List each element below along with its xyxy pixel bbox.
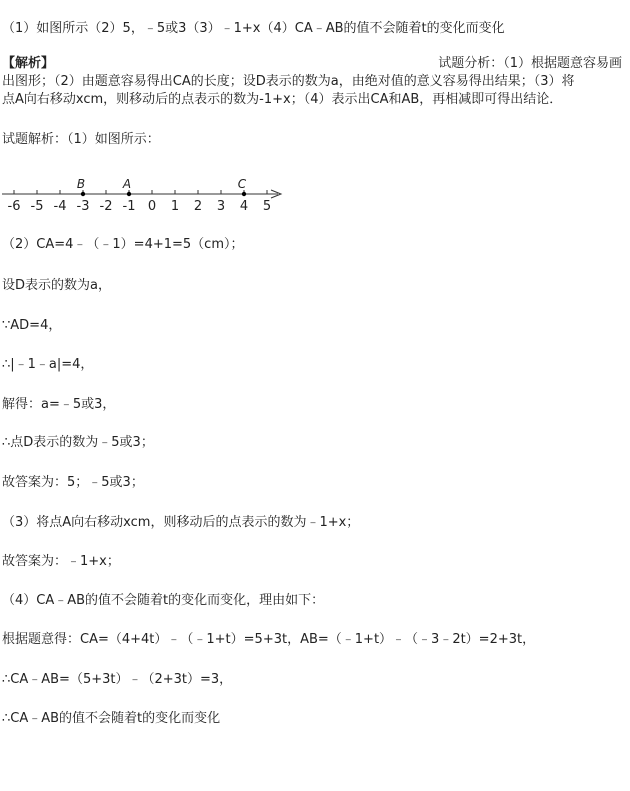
number-line-point-label: C [237, 177, 247, 191]
number-line-tick-label: 2 [193, 199, 203, 214]
abs-value-line: ∴|﹣1﹣a|=4， [2, 357, 94, 372]
answer-line: （1）如图所示（2）5，﹣5或3（3）﹣1+x（4）CA﹣AB的值不会随着t的变化而变化 [2, 21, 505, 36]
part4-line: （4）CA﹣AB的值不会随着t的变化而变化，理由如下： [2, 593, 325, 608]
number-line-point-label: B [76, 177, 86, 191]
number-line-tick-label: -5 [30, 199, 44, 214]
analysis-text-line-2: 出图形；（2）由题意容易得出CA的长度；设D表示的数为a，由绝对值的意义容易得出结果；（3）将 [2, 74, 575, 89]
number-line-tick-label: 5 [262, 199, 272, 214]
therefore-line: ∴CA﹣AB=（5+3t）﹣（2+3t）=3， [2, 672, 233, 687]
number-line-point-a [127, 192, 131, 196]
number-line-point-label: A [122, 177, 132, 191]
answer2-line: 故答案为：5；﹣5或3； [2, 475, 144, 490]
derive-line: 根据题意得：CA=（4+4t）﹣（﹣1+t）=5+3t，AB=（﹣1+t）﹣（﹣3﹣2t）=2+3t， [2, 632, 536, 647]
point-d-line: ∴点D表示的数为﹣5或3； [2, 435, 154, 450]
number-line-tick-label: -6 [7, 199, 21, 214]
number-line-tick-label: -1 [122, 199, 136, 214]
number-line-tick-label: 1 [170, 199, 180, 214]
number-line-tick-label: 4 [239, 199, 249, 214]
number-line-tick-label: 0 [147, 199, 157, 214]
set-d-line: 设D表示的数为a， [2, 278, 111, 293]
analysis-text-line-1: 试题分析：（1）根据题意容易画 [438, 56, 622, 71]
part2-line: （2）CA=4﹣（﹣1）=4+1=5（cm）； [2, 237, 244, 252]
number-line-point-c [242, 192, 246, 196]
solution-intro: 试题解析：（1）如图所示： [2, 132, 160, 147]
number-line-tick-label: 3 [216, 199, 226, 214]
answer3-line: 故答案为：﹣1+x； [2, 554, 120, 569]
number-line-figure [0, 170, 300, 220]
solve-line: 解得：a=﹣5或3， [2, 397, 116, 412]
number-line-tick-label: -4 [53, 199, 67, 214]
conclusion-line: ∴CA﹣AB的值不会随着t的变化而变化 [2, 711, 221, 726]
analysis-text-line-3: 点A向右移动xcm，则移动后的点表示的数为-1+x；（4）表示出CA和AB，再相减即可得出结论． [2, 92, 563, 107]
because-line: ∵AD=4， [2, 318, 62, 333]
analysis-label: 【解析】 [2, 56, 55, 71]
number-line-point-b [81, 192, 85, 196]
part3-line: （3）将点A向右移动xcm，则移动后的点表示的数为﹣1+x； [2, 515, 360, 530]
number-line-tick-label: -2 [99, 199, 113, 214]
number-line-tick-label: -3 [76, 199, 90, 214]
